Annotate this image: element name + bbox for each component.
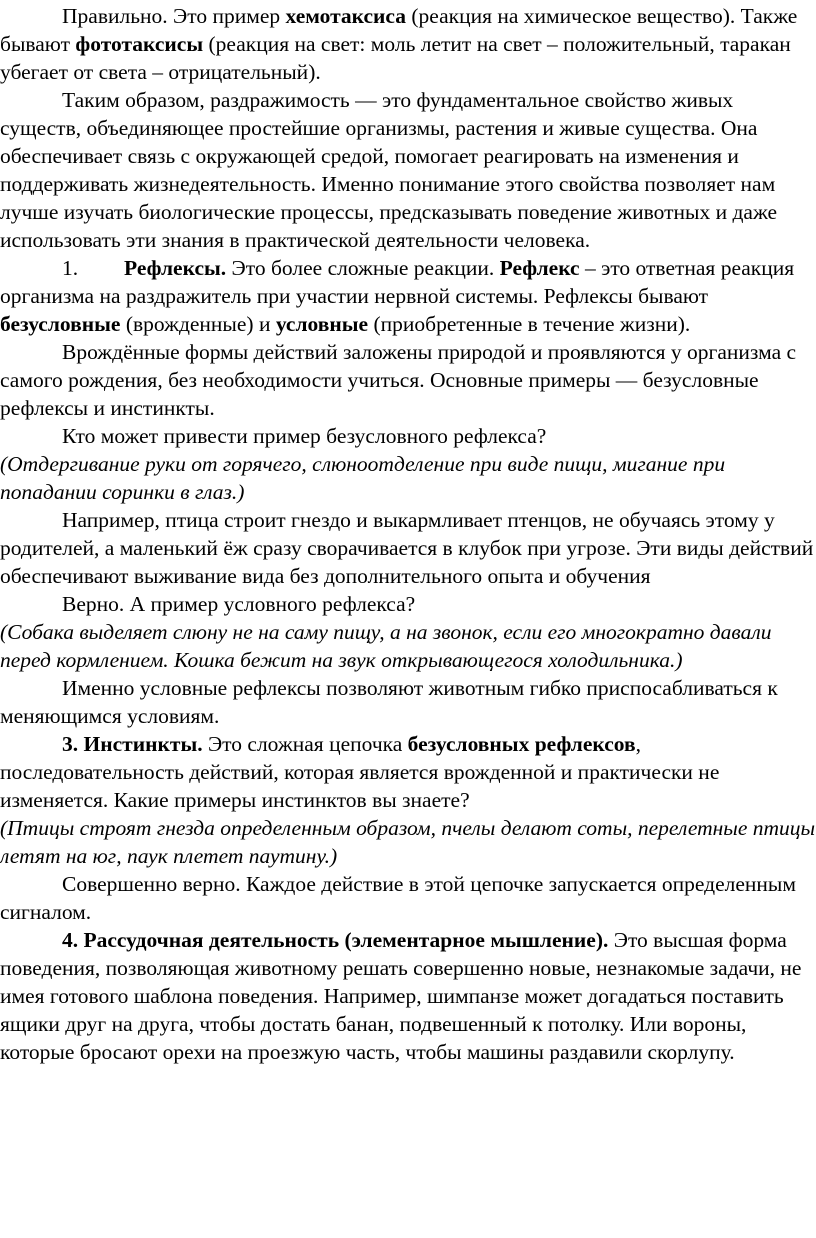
term-phototaxis: фототаксисы (75, 32, 204, 56)
text: (реакция на химическое вещество). Также бывают (0, 4, 798, 56)
paragraph-instincts (0, 730, 816, 814)
paragraph-examples-bird-hedgehog: Например, птица строит гнездо и выкармливает птенцов, не обучаясь этому у родителей, а маленький ёж сразу сворачивается в клубок при угрозе. Эти виды действий обеспечивают выживание вида без дополнительного опыта и обучения (0, 508, 814, 588)
term-unconditioned: безусловные (0, 312, 121, 336)
heading-reasoning: 4. Рассудочная деятельность (элементарное мышление). (62, 928, 609, 952)
term-chemotaxis: хемотаксиса (285, 4, 406, 28)
text: (реакция на свет: моль летит на свет – положительный, таракан убегает от света – отрицательный). (0, 32, 791, 84)
paragraph-signal: Совершенно верно. Каждое действие в этой цепочке запускается определенным сигналом. (0, 872, 796, 924)
text: , последовательность действий, которая является врожденной и практически не изменяется. Какие примеры инстинктов вы знаете? (0, 732, 720, 812)
text: Это сложная цепочка (202, 732, 408, 756)
question-conditioned: Верно. А пример условного рефлекса? (62, 592, 416, 616)
text: Это высшая форма поведения, позволяющая животному решать совершенно новые, незнакомые задачи, не имея готового шаблона поведения. Например, шимпанзе может догадаться поставить ящики друг на друга, чтобы достать банан, подвешенный к потолку. Или вороны, которые бросают орехи на проезжую часть, чтобы машины раздавили скорлупу. (0, 928, 802, 1064)
text: – это ответная реакция организма на раздражитель при участии нервной системы. Рефлексы бывают (0, 256, 795, 308)
paragraph-reflexes (0, 254, 816, 338)
answer-conditioned: (Собака выделяет слюну не на саму пищу, а на звонок, если его многократно давали перед кормлением. Кошка бежит на звук открывающегося холодильника.) (0, 620, 772, 672)
paragraph-reasoning (0, 926, 816, 1066)
text: (приобретенные в течение жизни). (368, 312, 691, 336)
list-number: 1. (62, 256, 79, 280)
paragraph-chemotaxis (0, 0, 816, 86)
text: Это более сложные реакции. (226, 256, 500, 280)
term-reflex: Рефлекс (499, 256, 580, 280)
text: (врожденные) и (120, 312, 276, 336)
term-reflexes-heading: Рефлексы. (124, 256, 227, 280)
text: Правильно. Это пример (62, 4, 286, 28)
paragraph-innate-forms: Врождённые формы действий заложены природой и проявляются у организма с самого рождения, без необходимости учиться. Основные примеры — безусловные рефлексы и инстинкты. (0, 340, 797, 420)
paragraph-conditioned-adaptation: Именно условные рефлексы позволяют животным гибко приспосабливаться к меняющимся условиям. (0, 676, 778, 728)
question-unconditioned: Кто может привести пример безусловного рефлекса? (62, 424, 547, 448)
answer-unconditioned: (Отдергивание руки от горячего, слюноотделение при виде пищи, мигание при попадании соринки в глаз.) (0, 452, 726, 504)
heading-instincts: 3. Инстинкты. (62, 732, 203, 756)
term-unconditioned-reflexes: безусловных рефлексов (407, 732, 636, 756)
term-conditioned: условные (275, 312, 369, 336)
answer-instincts: (Птицы строят гнезда определенным образом, пчелы делают соты, перелетные птицы летят на юг, паук плетет паутину.) (0, 816, 816, 868)
paragraph-irritability-summary: Таким образом, раздражимость — это фундаментальное свойство живых существ, объединяющее простейшие организмы, растения и живые существа. Она обеспечивает связь с окружающей средой, помогает реагировать на изменения и поддерживать жизнедеятельность. Именно понимание этого свойства позволяет нам лучше изучать биологические процессы, предсказывать поведение животных и даже использовать эти знания в практической деятельности человека. (0, 88, 778, 252)
